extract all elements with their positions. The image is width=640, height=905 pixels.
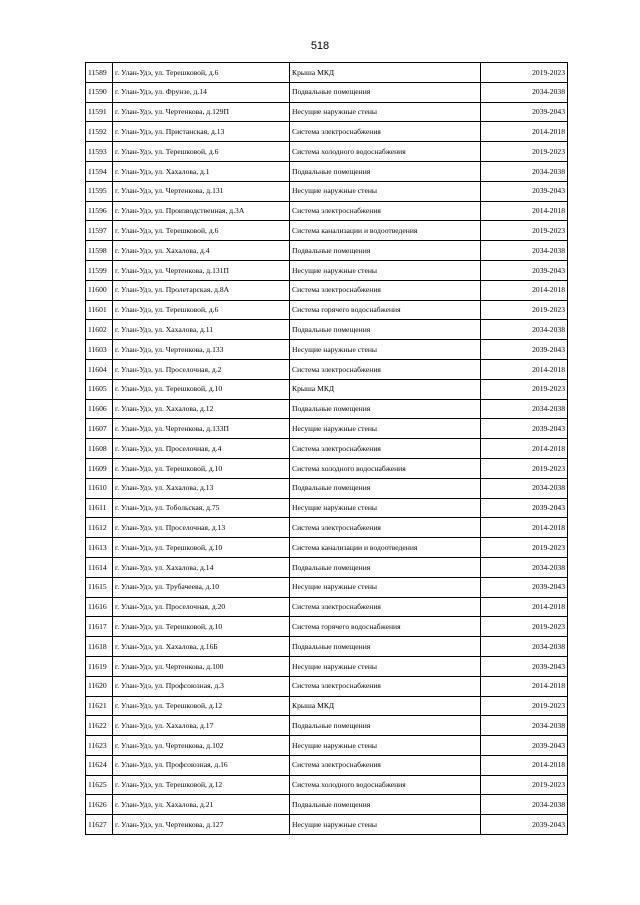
- period-cell: 2034-2038: [481, 795, 568, 815]
- table-row: [86, 161, 568, 181]
- table-row: [86, 280, 568, 300]
- address-cell: г. Улан-Удэ, ул. Терешковой, д.10: [113, 617, 290, 637]
- address-cell: г. Улан-Удэ, ул. Хахалова, д.1: [113, 161, 290, 181]
- address-cell: г. Улан-Удэ, ул. Чертенкова, д.131: [113, 181, 290, 201]
- element-cell: Несущие наружные стены: [290, 102, 481, 122]
- period-cell: 2039-2043: [481, 340, 568, 360]
- row-number: 11592: [86, 122, 113, 142]
- row-number: 11626: [86, 795, 113, 815]
- address-cell: г. Улан-Удэ, ул. Хахалова, д.14: [113, 557, 290, 577]
- period-cell: 2034-2038: [481, 241, 568, 261]
- row-number: 11598: [86, 241, 113, 261]
- table-row: [86, 320, 568, 340]
- address-cell: г. Улан-Удэ, ул. Терешковой, д.12: [113, 696, 290, 716]
- row-number: 11621: [86, 696, 113, 716]
- table-row: [86, 795, 568, 815]
- address-cell: г. Улан-Удэ, ул. Терешковой, д.6: [113, 221, 290, 241]
- row-number: 11603: [86, 340, 113, 360]
- address-cell: г. Улан-Удэ, ул. Хахалова, д.4: [113, 241, 290, 261]
- address-cell: г. Улан-Удэ, ул. Пристанская, д.13: [113, 122, 290, 142]
- row-number: 11609: [86, 458, 113, 478]
- row-number: 11624: [86, 755, 113, 775]
- table-row: [86, 676, 568, 696]
- address-cell: г. Улан-Удэ, ул. Хахалова, д.21: [113, 795, 290, 815]
- element-cell: Система электроснабжения: [290, 201, 481, 221]
- table-row: [86, 775, 568, 795]
- table-row: [86, 102, 568, 122]
- element-cell: Система электроснабжения: [290, 280, 481, 300]
- element-cell: Несущие наружные стены: [290, 260, 481, 280]
- row-number: 11590: [86, 82, 113, 102]
- period-cell: 2034-2038: [481, 82, 568, 102]
- period-cell: 2014-2018: [481, 597, 568, 617]
- period-cell: 2019-2023: [481, 538, 568, 558]
- period-cell: 2039-2043: [481, 736, 568, 756]
- element-cell: Подвальные помещения: [290, 399, 481, 419]
- address-cell: г. Улан-Удэ, ул. Тобольская, д.75: [113, 498, 290, 518]
- address-cell: г. Улан-Удэ, ул. Профсоюзная, д.3: [113, 676, 290, 696]
- element-cell: Подвальные помещения: [290, 637, 481, 657]
- element-cell: Несущие наружные стены: [290, 498, 481, 518]
- element-cell: Система канализации и водоотведения: [290, 538, 481, 558]
- row-number: 11605: [86, 379, 113, 399]
- row-number: 11602: [86, 320, 113, 340]
- element-cell: Система электроснабжения: [290, 755, 481, 775]
- element-cell: Система холодного водоснабжения: [290, 142, 481, 162]
- period-cell: 2019-2023: [481, 221, 568, 241]
- row-number: 11597: [86, 221, 113, 241]
- element-cell: Подвальные помещения: [290, 320, 481, 340]
- table-row: [86, 577, 568, 597]
- element-cell: Подвальные помещения: [290, 241, 481, 261]
- address-cell: г. Улан-Удэ, ул. Проселочная, д.4: [113, 439, 290, 459]
- table-row: [86, 221, 568, 241]
- period-cell: 2019-2023: [481, 458, 568, 478]
- period-cell: 2039-2043: [481, 577, 568, 597]
- period-cell: 2019-2023: [481, 379, 568, 399]
- period-cell: 2039-2043: [481, 419, 568, 439]
- table-row: [86, 617, 568, 637]
- table-row: [86, 815, 568, 835]
- address-cell: г. Улан-Удэ, ул. Чертенкова, д.127: [113, 815, 290, 835]
- address-cell: г. Улан-Удэ, ул. Терешковой, д.10: [113, 379, 290, 399]
- element-cell: Система холодного водоснабжения: [290, 458, 481, 478]
- address-cell: г. Улан-Удэ, ул. Профсоюзная, д.16: [113, 755, 290, 775]
- table-row: [86, 755, 568, 775]
- address-cell: г. Улан-Удэ, ул. Терешковой, д.10: [113, 458, 290, 478]
- address-cell: г. Улан-Удэ, ул. Проселочная, д.20: [113, 597, 290, 617]
- row-number: 11614: [86, 557, 113, 577]
- address-cell: г. Улан-Удэ, ул. Терешковой, д.6: [113, 300, 290, 320]
- table-row: [86, 637, 568, 657]
- row-number: 11622: [86, 716, 113, 736]
- element-cell: Несущие наружные стены: [290, 340, 481, 360]
- repair-schedule-table: [85, 62, 568, 835]
- address-cell: г. Улан-Удэ, ул. Проселочная, д.2: [113, 359, 290, 379]
- table-row: [86, 656, 568, 676]
- row-number: 11610: [86, 478, 113, 498]
- row-number: 11589: [86, 63, 113, 83]
- address-cell: г. Улан-Удэ, ул. Терешковой, д.6: [113, 63, 290, 83]
- period-cell: 2019-2023: [481, 142, 568, 162]
- row-number: 11625: [86, 775, 113, 795]
- period-cell: 2039-2043: [481, 181, 568, 201]
- row-number: 11613: [86, 538, 113, 558]
- period-cell: 2034-2038: [481, 478, 568, 498]
- period-cell: 2034-2038: [481, 320, 568, 340]
- row-number: 11606: [86, 399, 113, 419]
- address-cell: г. Улан-Удэ, ул. Трубачеева, д.10: [113, 577, 290, 597]
- period-cell: 2014-2018: [481, 676, 568, 696]
- period-cell: 2019-2023: [481, 300, 568, 320]
- element-cell: Система горячего водоснабжения: [290, 300, 481, 320]
- row-number: 11601: [86, 300, 113, 320]
- table-row: [86, 63, 568, 83]
- row-number: 11615: [86, 577, 113, 597]
- address-cell: г. Улан-Удэ, ул. Чертенкова, д.133: [113, 340, 290, 360]
- period-cell: 2034-2038: [481, 557, 568, 577]
- row-number: 11607: [86, 419, 113, 439]
- address-cell: г. Улан-Удэ, ул. Хахалова, д.13: [113, 478, 290, 498]
- element-cell: Подвальные помещения: [290, 557, 481, 577]
- table-row: [86, 518, 568, 538]
- element-cell: Несущие наружные стены: [290, 815, 481, 835]
- table-row: [86, 716, 568, 736]
- period-cell: 2034-2038: [481, 637, 568, 657]
- element-cell: Несущие наружные стены: [290, 419, 481, 439]
- row-number: 11596: [86, 201, 113, 221]
- element-cell: Система электроснабжения: [290, 122, 481, 142]
- element-cell: Система электроснабжения: [290, 676, 481, 696]
- address-cell: г. Улан-Удэ, ул. Пролетарская, д.8А: [113, 280, 290, 300]
- element-cell: Подвальные помещения: [290, 161, 481, 181]
- address-cell: г. Улан-Удэ, ул. Чертенкова, д.133П: [113, 419, 290, 439]
- period-cell: 2014-2018: [481, 122, 568, 142]
- period-cell: 2014-2018: [481, 201, 568, 221]
- address-cell: г. Улан-Удэ, ул. Проселочная, д.13: [113, 518, 290, 538]
- row-number: 11600: [86, 280, 113, 300]
- table-row: [86, 379, 568, 399]
- element-cell: Крыша МКД: [290, 696, 481, 716]
- row-number: 11612: [86, 518, 113, 538]
- element-cell: Система электроснабжения: [290, 359, 481, 379]
- row-number: 11591: [86, 102, 113, 122]
- table-row: [86, 458, 568, 478]
- address-cell: г. Улан-Удэ, ул. Чертенкова, д.100: [113, 656, 290, 676]
- address-cell: г. Улан-Удэ, ул. Хахалова, д.12: [113, 399, 290, 419]
- address-cell: г. Улан-Удэ, ул. Хахалова, д.11: [113, 320, 290, 340]
- row-number: 11599: [86, 260, 113, 280]
- period-cell: 2034-2038: [481, 161, 568, 181]
- element-cell: Крыша МКД: [290, 63, 481, 83]
- address-cell: г. Улан-Удэ, ул. Чертенкова, д.102: [113, 736, 290, 756]
- address-cell: г. Улан-Удэ, ул. Хахалова, д.17: [113, 716, 290, 736]
- period-cell: 2014-2018: [481, 439, 568, 459]
- period-cell: 2039-2043: [481, 656, 568, 676]
- address-cell: г. Улан-Удэ, ул. Хахалова, д.16Б: [113, 637, 290, 657]
- table-row: [86, 538, 568, 558]
- period-cell: 2014-2018: [481, 755, 568, 775]
- row-number: 11617: [86, 617, 113, 637]
- element-cell: Система холодного водоснабжения: [290, 775, 481, 795]
- row-number: 11619: [86, 656, 113, 676]
- element-cell: Подвальные помещения: [290, 478, 481, 498]
- period-cell: 2039-2043: [481, 815, 568, 835]
- address-cell: г. Улан-Удэ, ул. Чертенкова, д.129П: [113, 102, 290, 122]
- row-number: 11611: [86, 498, 113, 518]
- table-row: [86, 300, 568, 320]
- table-row: [86, 122, 568, 142]
- table-body: [86, 63, 568, 835]
- row-number: 11623: [86, 736, 113, 756]
- element-cell: Подвальные помещения: [290, 82, 481, 102]
- row-number: 11593: [86, 142, 113, 162]
- row-number: 11618: [86, 637, 113, 657]
- element-cell: Система горячего водоснабжения: [290, 617, 481, 637]
- element-cell: Система электроснабжения: [290, 439, 481, 459]
- element-cell: Подвальные помещения: [290, 795, 481, 815]
- element-cell: Несущие наружные стены: [290, 181, 481, 201]
- element-cell: Система электроснабжения: [290, 518, 481, 538]
- period-cell: 2039-2043: [481, 260, 568, 280]
- row-number: 11627: [86, 815, 113, 835]
- element-cell: Несущие наружные стены: [290, 736, 481, 756]
- address-cell: г. Улан-Удэ, ул. Терешковой, д.10: [113, 538, 290, 558]
- page-number: 518: [310, 40, 330, 52]
- table-row: [86, 478, 568, 498]
- period-cell: 2019-2023: [481, 63, 568, 83]
- address-cell: г. Улан-Удэ, ул. Фрунзе, д.14: [113, 82, 290, 102]
- element-cell: Несущие наружные стены: [290, 656, 481, 676]
- period-cell: 2019-2023: [481, 775, 568, 795]
- element-cell: Несущие наружные стены: [290, 577, 481, 597]
- row-number: 11604: [86, 359, 113, 379]
- table-row: [86, 597, 568, 617]
- period-cell: 2014-2018: [481, 359, 568, 379]
- address-cell: г. Улан-Удэ, ул. Чертенкова, д.131П: [113, 260, 290, 280]
- element-cell: Система электроснабжения: [290, 597, 481, 617]
- table-row: [86, 142, 568, 162]
- period-cell: 2039-2043: [481, 102, 568, 122]
- row-number: 11616: [86, 597, 113, 617]
- table-row: [86, 359, 568, 379]
- element-cell: Крыша МКД: [290, 379, 481, 399]
- row-number: 11608: [86, 439, 113, 459]
- table-row: [86, 736, 568, 756]
- element-cell: Система канализации и водоотведения: [290, 221, 481, 241]
- table-row: [86, 201, 568, 221]
- period-cell: 2034-2038: [481, 716, 568, 736]
- table-row: [86, 260, 568, 280]
- period-cell: 2019-2023: [481, 696, 568, 716]
- table-row: [86, 340, 568, 360]
- table-row: [86, 557, 568, 577]
- period-cell: 2014-2018: [481, 280, 568, 300]
- table-row: [86, 399, 568, 419]
- period-cell: 2039-2043: [481, 498, 568, 518]
- row-number: 11620: [86, 676, 113, 696]
- row-number: 11594: [86, 161, 113, 181]
- table-row: [86, 419, 568, 439]
- period-cell: 2019-2023: [481, 617, 568, 637]
- period-cell: 2014-2018: [481, 518, 568, 538]
- row-number: 11595: [86, 181, 113, 201]
- table-row: [86, 82, 568, 102]
- table-row: [86, 439, 568, 459]
- address-cell: г. Улан-Удэ, ул. Производственная, д.3А: [113, 201, 290, 221]
- address-cell: г. Улан-Удэ, ул. Терешковой, д.12: [113, 775, 290, 795]
- table-row: [86, 181, 568, 201]
- element-cell: Подвальные помещения: [290, 716, 481, 736]
- address-cell: г. Улан-Удэ, ул. Терешковой, д.6: [113, 142, 290, 162]
- table-row: [86, 696, 568, 716]
- table-row: [86, 241, 568, 261]
- table-row: [86, 498, 568, 518]
- period-cell: 2034-2038: [481, 399, 568, 419]
